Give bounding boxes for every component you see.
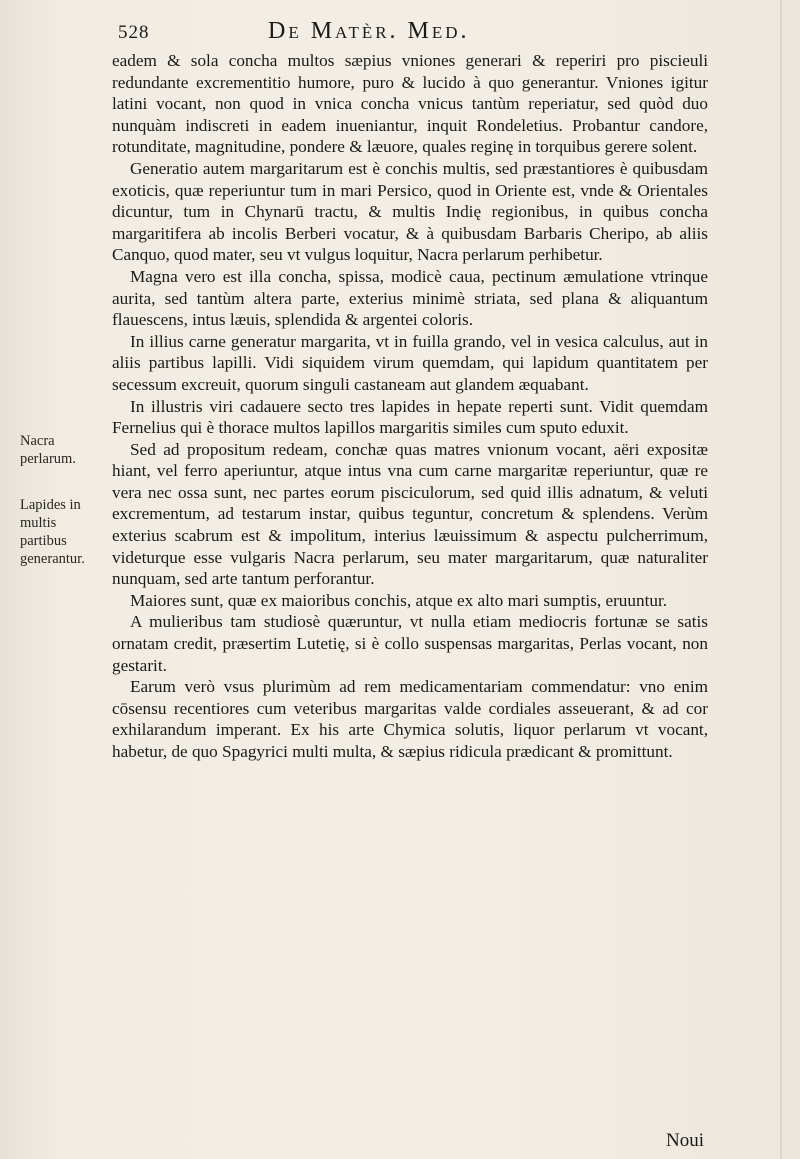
- paragraph: Maiores sunt, quæ ex maioribus conchis, atque ex alto mari sumptis, eruuntur.: [130, 590, 668, 610]
- paragraph: In illustris viri cadauere secto tres lapides in hepate reperti sunt. Vidit quemdam Fernelius qui è thorace multos lapillos margaritis similes cum sputo eduxit.: [112, 396, 708, 438]
- running-head: De Matèr. Med.: [268, 18, 470, 44]
- margin-note-lapides: Lapides in multis partibus generantur.: [20, 497, 85, 567]
- paragraph: eadem & sola concha multos sæpius vniones generari & reperiri pro piscieuli redundante excrementitio humore, puro & lucido à quo generantur. Vniones igitur latini vocant, non quod in vnica concha vnicus tantùm reperiatur, sed quòd duo nunquàm indiscreti in eadem inueniantur, inquit Rondeletius. Probantur candore, rotunditate, magnitudine, pondere & læuore, quales reginę in torquibus gerere solent.: [112, 51, 708, 157]
- page-number: 528: [118, 22, 150, 43]
- paragraph: Sed ad propositum redeam, conchæ quas matres vnionum vocant, aëri expositæ hiant, vel ferro aperiuntur, atque intus vna cum carne margaritæ reperiuntur, quæ re vera nec ossa sunt, nec partes eorum pisciculorum, sed quid illis adnatum, & veluti excrementum, ad testarum instar, quibus teguntur, concretum & splendens. Verùm exterius scabrum est & impolitum, interius læuissimum & aspectu pulcherrimum, videturque esse vulgaris Nacra perlarum, seu mater margaritarum, quæ naturaliter nunquam, sed arte tantum perforantur.: [112, 439, 708, 589]
- paragraph: Magna vero est illa concha, spissa, modicè caua, pectinum æmulatione vtrinque aurita, sed tantùm altera parte, exterius minimè striata, sed plana & aliquantum flauescens, intus læuis, splendida & argentei coloris.: [112, 266, 708, 330]
- page-edge: [780, 0, 782, 1159]
- catchword: Noui: [666, 1130, 704, 1151]
- paragraph: Generatio autem margaritarum est è conchis multis, sed præstantiores è quibusdam exoticis, quæ reperiuntur tum in mari Persico, quod in Oriente est, vnde & Orientales dicuntur, tum in Chynarū tractu, & multis Indię regionibus, in quibus concha margaritifera ab incolis Berberi vocatur, & à quibusdam Barbaris Cheripo, ab aliis Canquo, quod mater, seu vt vulgus loquitur, Nacra perlarum perhibetur.: [112, 158, 708, 265]
- paragraph: In illius carne generatur margarita, vt in fuilla grando, vel in vesica calculus, aut in aliis partibus lapilli. Vidi siquidem virum quemdam, qui lapidum quantitatem per secessum excreuit, quorum singuli castaneam aut glandem æquabant.: [112, 331, 708, 394]
- body-text: [112, 50, 708, 763]
- paragraph: Earum verò vsus plurimùm ad rem medicamentariam commendatur: vno enim cōsensu recentiores cum veteribus margaritas valde cordiales asseuerant, & ad cor exhilarandum imperant. Ex his arte Chymica solutis, liquor perlarum vt vocant, habetur, de quo Spagyrici multi multa, & sæpius ridicula prædicant & promittunt.: [112, 677, 708, 761]
- margin-note-nacra: Nacra perlarum.: [20, 433, 76, 467]
- paragraph: A mulieribus tam studiosè quæruntur, vt nulla etiam mediocris fortunæ se satis ornatam credit, præsertim Lutetię, si è collo suspensas margaritas, Perlas vocant, non gestarit.: [112, 612, 708, 675]
- page-header: [118, 18, 678, 48]
